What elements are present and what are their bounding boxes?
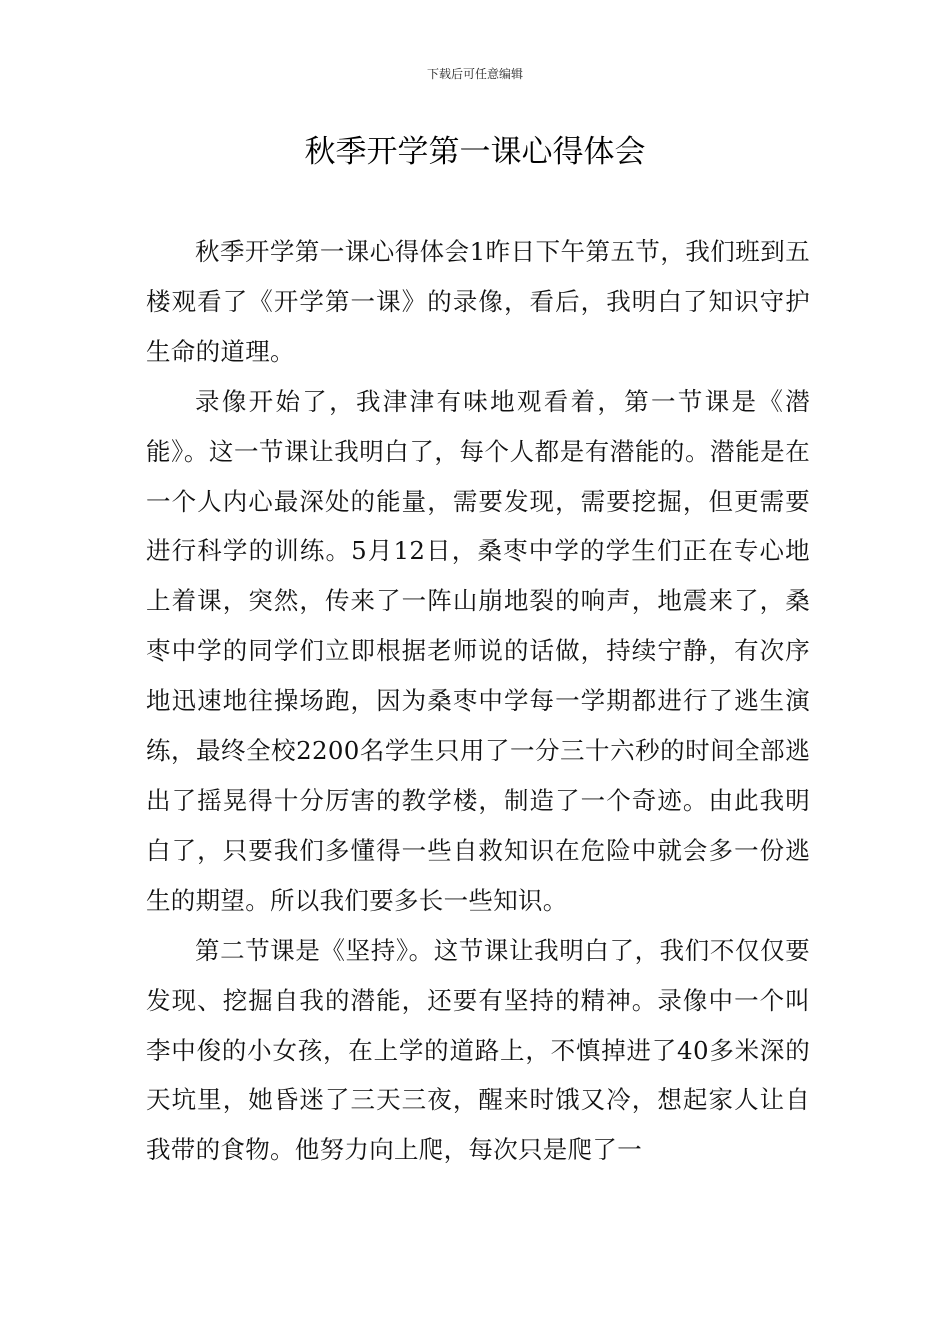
page-title: 秋季开学第一课心得体会 <box>304 134 646 170</box>
paragraph-2: 录像开始了，我津津有味地观看着，第一节课是《潜能》。这一节课让我明白了，每个人都是有潜能的。潜能是在一个人内心最深处的能量，需要发现，需要挖掘，但更需要进行科学的训练。5月12日，桑枣中学的学生们正在专心地上着课，突然，传来了一阵山崩地裂的响声，地震来了，桑枣中学的同学们立即根据老师说的话做，持续宁静，有次序地迅速地往操场跑，因为桑枣中学每一学期都进行了逃生演练，最终全校2200名学生只用了一分三十六秒的时间全部逃出了摇晃得十分厉害的教学楼，制造了一个奇迹。由此我明白了，只要我们多懂得一些自救知识在危险中就会多一份逃生的期望。所以我们要多长一些知识。 <box>146 386 810 915</box>
paragraph-1: 秋季开学第一课心得体会1昨日下午第五节，我们班到五楼观看了《开学第一课》的录像，看后，我明白了知识守护生命的道理。 <box>146 237 810 366</box>
article-body <box>146 227 810 1175</box>
paragraph-3: 第二节课是《坚持》。这节课让我明白了，我们不仅仅要发现、挖掘自我的潜能，还要有坚持的精神。录像中一个叫李中俊的小女孩，在上学的道路上，不慎掉进了40多米深的天坑里，她昏迷了三天三夜，醒来时饿又冷，想起家人让自我带的食物。他努力向上爬，每次只是爬了一 <box>146 935 810 1165</box>
header-note: 下载后可任意编辑 <box>426 67 523 81</box>
